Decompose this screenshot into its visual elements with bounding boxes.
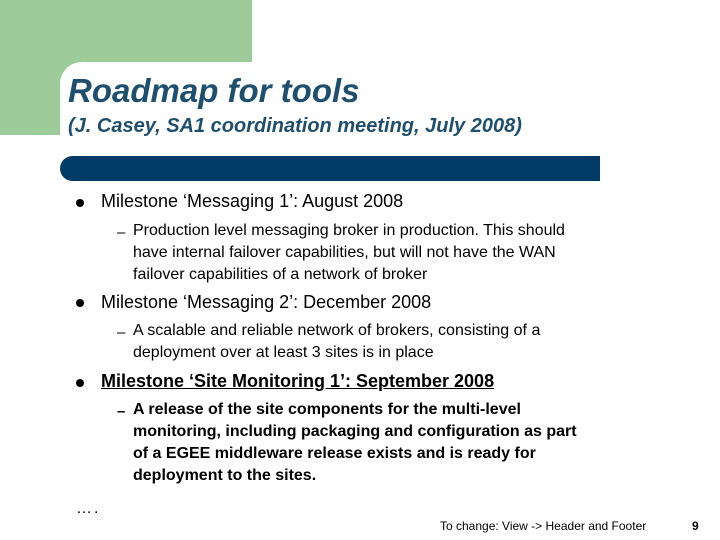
detail-line: have internal failover capabilities, but will not have the WAN (133, 244, 556, 261)
detail-site-monitoring-1 (133, 399, 577, 487)
detail-line: Production level messaging broker in production. This should (133, 222, 565, 239)
bullet-icon (76, 199, 84, 207)
dash-icon: – (117, 324, 126, 341)
footer-text: To change: View -> Header and Footer (440, 519, 647, 533)
slide-subtitle: (J. Casey, SA1 coordination meeting, July 2008) (68, 115, 522, 137)
milestone-messaging-1: Milestone ‘Messaging 1’: August 2008 (101, 191, 404, 211)
continuation-ellipsis: …. (76, 500, 101, 517)
detail-line: monitoring, including packaging and configuration as part (133, 423, 577, 440)
dash-icon: – (117, 403, 126, 420)
milestone-messaging-2: Milestone ‘Messaging 2’: December 2008 (101, 292, 432, 312)
detail-line: deployment over at least 3 sites is in place (133, 344, 434, 361)
detail-line: of a EGEE middleware release exists and is ready for (133, 445, 536, 462)
bullet-icon (76, 299, 84, 307)
detail-messaging-1 (133, 220, 565, 286)
detail-messaging-2 (133, 320, 540, 364)
detail-line: A release of the site components for the multi-level (133, 401, 521, 418)
milestone-site-monitoring-1: Milestone ‘Site Monitoring 1’: September 2008 (101, 371, 495, 391)
detail-line: deployment to the sites. (133, 467, 317, 484)
slide-title: Roadmap for tools (68, 72, 360, 109)
page-number: 9 (692, 519, 699, 533)
detail-line: failover capabilities of a network of broker (133, 266, 428, 283)
dash-icon: – (117, 224, 126, 241)
title-divider-bar (60, 156, 600, 181)
bullet-icon (76, 379, 84, 387)
detail-line: A scalable and reliable network of brokers, consisting of a (133, 322, 541, 339)
